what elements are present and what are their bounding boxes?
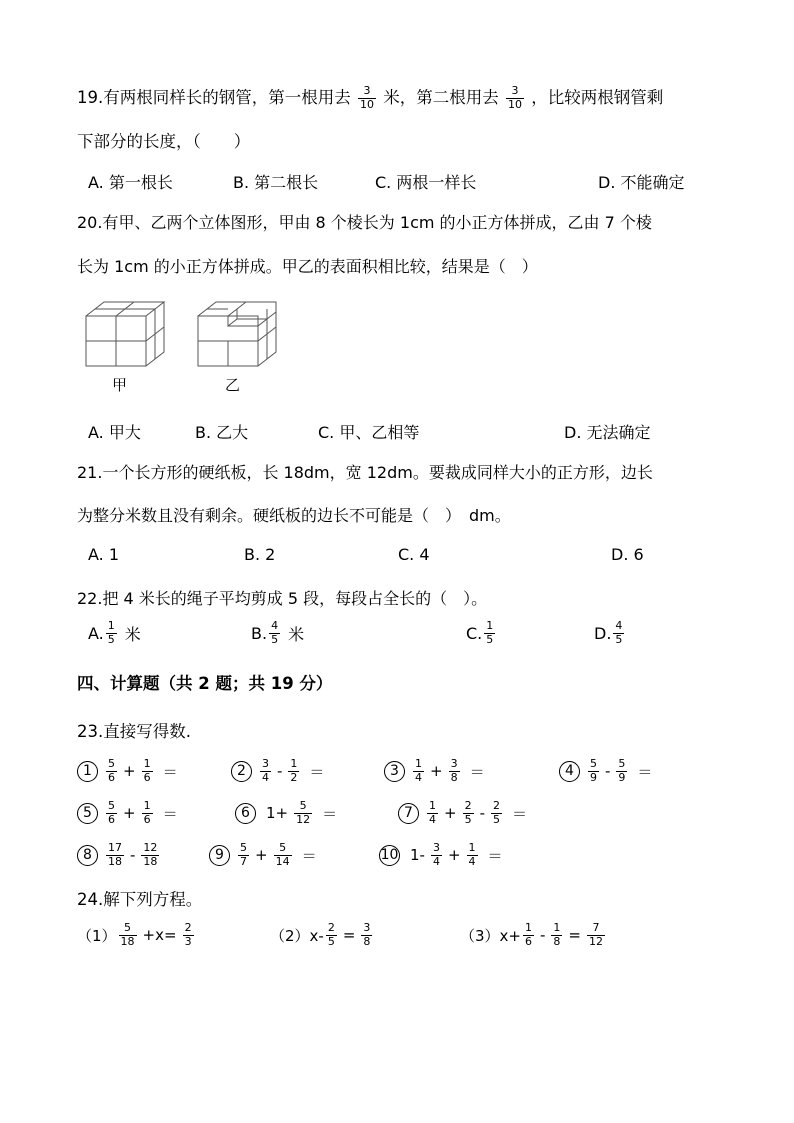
frac-numerator: 3: [432, 841, 440, 854]
operator: =: [342, 926, 356, 945]
frac-denominator: 6: [143, 770, 151, 784]
frac-denominator: 5: [327, 934, 335, 948]
operator: +: [447, 846, 461, 865]
frac-denominator: 18: [143, 854, 158, 868]
fraction: [616, 758, 627, 784]
frac-numerator: 1: [415, 757, 422, 770]
fraction: [106, 800, 117, 826]
q19-option-a: A. 第一根长: [88, 173, 173, 192]
fraction: [449, 758, 460, 784]
circled-number: 4: [559, 761, 580, 782]
q22-option-d: [594, 620, 626, 646]
fraction: [413, 758, 424, 784]
fraction: [142, 758, 153, 784]
figure-label-jia: 甲: [112, 376, 128, 394]
q22-option-a: [88, 620, 141, 646]
option-prefix: A.: [88, 623, 104, 643]
equals-sign: ＝: [637, 762, 653, 781]
operator: -: [540, 926, 546, 945]
frac-denominator: 5: [271, 632, 279, 646]
operator: +: [430, 762, 443, 781]
operator: -: [130, 846, 136, 865]
option-prefix: B.: [251, 623, 268, 643]
option-prefix: D.: [594, 623, 612, 643]
frac-numerator: 1: [486, 619, 494, 632]
frac-numerator: 1: [553, 921, 561, 934]
q24-title: 24.解下列方程。: [77, 890, 203, 909]
q23-item-1: [77, 758, 178, 784]
fraction: [463, 800, 474, 826]
fraction: [551, 922, 562, 948]
circled-number: 7: [398, 803, 419, 824]
q19-text-c: ，比较两根钢管剩: [531, 88, 664, 107]
operator: +x=: [142, 926, 177, 945]
frac-denominator: 5: [493, 812, 500, 826]
frac-denominator: 6: [143, 812, 151, 826]
operator: 1-: [410, 846, 425, 865]
q23-item-4: [559, 758, 652, 784]
fraction: [238, 842, 249, 868]
frac-denominator: 12: [296, 812, 311, 826]
frac-denominator: 18: [120, 934, 135, 948]
frac-denominator: 6: [108, 770, 115, 784]
q19-line1: [77, 84, 663, 112]
q21-option-a: A. 1: [88, 545, 120, 564]
q23-item-5: [77, 800, 178, 826]
operator: +: [123, 762, 136, 781]
frac-denominator: 9: [590, 770, 597, 784]
q21-line2: 为整分米数且没有剩余。硬纸板的边长不可能是（ ） dm。: [77, 506, 511, 525]
circled-number: 9: [209, 845, 230, 866]
circled-number: 10: [379, 845, 400, 866]
q23-item-2: [231, 758, 324, 784]
frac-numerator: 2: [327, 921, 335, 934]
q19-fraction-1: [358, 85, 376, 111]
fraction: [183, 922, 194, 948]
frac-numerator: 5: [240, 841, 247, 854]
fraction: [326, 922, 337, 948]
equals-sign: ＝: [162, 762, 178, 781]
q19-line2: 下部分的长度，（ ）: [77, 132, 251, 151]
frac-numerator: 1: [468, 841, 476, 854]
frac-denominator: 6: [108, 812, 115, 826]
cube-figures: [80, 298, 290, 370]
equation-label: （2）x-: [270, 926, 324, 945]
fraction: [613, 620, 624, 646]
equals-sign: ＝: [301, 846, 317, 865]
frac-numerator: 5: [124, 921, 132, 934]
fraction: [106, 758, 117, 784]
fraction: [427, 800, 438, 826]
q24-equation-3: [460, 922, 607, 948]
frac-numerator: 4: [271, 619, 279, 632]
operator: -: [277, 762, 283, 781]
figure-label-yi: 乙: [225, 376, 241, 394]
circled-number: 1: [77, 761, 98, 782]
figure-yi-cube: [198, 302, 276, 366]
q21-option-b: B. 2: [244, 545, 276, 564]
frac-numerator: 3: [262, 757, 269, 770]
q19-option-d: D. 不能确定: [598, 173, 685, 192]
frac-denominator: 12: [589, 934, 603, 948]
frac-denominator: 6: [525, 934, 532, 948]
fraction: [141, 842, 159, 868]
equals-sign: ＝: [309, 762, 325, 781]
fraction: [294, 800, 312, 826]
fraction: [142, 800, 153, 826]
circled-number: 5: [77, 803, 98, 824]
q19-option-c: C. 两根一样长: [375, 173, 477, 192]
fraction: [288, 758, 299, 784]
frac-numerator: 2: [464, 799, 472, 812]
fraction: [106, 842, 124, 868]
frac-numerator: 3: [511, 84, 519, 98]
fraction: [467, 842, 478, 868]
fraction: [274, 842, 292, 868]
option-unit: 米: [288, 624, 305, 644]
frac-denominator: 2: [290, 770, 298, 784]
frac-numerator: 5: [590, 757, 597, 770]
equals-sign: ＝: [162, 804, 178, 823]
frac-numerator: 1: [143, 799, 151, 812]
figure-jia-cube: [86, 302, 164, 366]
q20-line2: 长为 1cm 的小正方体拼成。甲乙的表面积相比较，结果是（ ）: [77, 257, 538, 276]
section-heading: 四、计算题（共 2 题；共 19 分）: [77, 674, 333, 693]
frac-denominator: 4: [429, 812, 436, 826]
frac-numerator: 7: [592, 921, 600, 934]
frac-denominator: 8: [553, 934, 561, 948]
fraction: [269, 620, 280, 646]
circled-number: 6: [235, 803, 256, 824]
equals-sign: ＝: [469, 762, 485, 781]
option-unit: 米: [124, 624, 141, 644]
frac-denominator: 5: [615, 632, 623, 646]
q20-option-b: B. 乙大: [195, 423, 249, 442]
frac-denominator: 4: [415, 770, 422, 784]
frac-numerator: 12: [143, 841, 158, 854]
frac-numerator: 1: [525, 921, 532, 934]
q23-item-3: [384, 758, 485, 784]
frac-numerator: 1: [107, 619, 115, 632]
circled-number: 8: [77, 845, 98, 866]
q23-title: 23.直接写得数.: [77, 722, 191, 741]
frac-numerator: 5: [618, 757, 626, 770]
q19-text-b: 米，第二根用去: [383, 88, 499, 107]
frac-denominator: 3: [184, 934, 192, 948]
operator: +: [255, 846, 268, 865]
q22-option-b: [251, 620, 304, 646]
equals-sign: ＝: [487, 846, 503, 865]
q20-line1: 20.有甲、乙两个立体图形，甲由 8 个棱长为 1cm 的小正方体拼成，乙由 7 个棱: [77, 213, 652, 232]
operator: -: [605, 762, 611, 781]
q23-item-9: [209, 842, 317, 868]
option-prefix: C.: [466, 623, 483, 643]
operator: =: [568, 926, 581, 945]
fraction: [523, 922, 534, 948]
fraction: [491, 800, 502, 826]
fraction: [431, 842, 442, 868]
fraction: [588, 758, 599, 784]
fraction: [260, 758, 271, 784]
q24-equation-2: [270, 922, 374, 948]
q20-option-d: D. 无法确定: [564, 423, 651, 442]
frac-numerator: 2: [493, 799, 500, 812]
q22-line1: 22.把 4 米长的绳子平均剪成 5 段，每段占全长的（ ）。: [77, 589, 488, 608]
frac-numerator: 3: [363, 921, 371, 934]
frac-numerator: 3: [450, 757, 458, 770]
frac-numerator: 1: [290, 757, 298, 770]
frac-denominator: 4: [468, 854, 476, 868]
q21-line1: 21.一个长方形的硬纸板，长 18dm，宽 12dm。要裁成同样大小的正方形，边长: [77, 463, 653, 482]
frac-numerator: 4: [615, 619, 623, 632]
frac-denominator: 10: [360, 98, 374, 111]
q19-text-a: 19.有两根同样长的钢管，第一根用去: [77, 88, 351, 107]
frac-denominator: 18: [108, 854, 122, 868]
frac-numerator: 5: [108, 799, 115, 812]
q23-item-8: [77, 842, 161, 868]
equation-label: （1）: [77, 926, 117, 945]
q23-item-10: [379, 842, 503, 868]
q21-option-c: C. 4: [398, 545, 430, 564]
frac-denominator: 8: [363, 934, 371, 948]
frac-numerator: 5: [279, 841, 287, 854]
frac-numerator: 2: [184, 921, 192, 934]
fraction: [484, 620, 495, 646]
frac-numerator: 5: [108, 757, 115, 770]
q23-item-6: [235, 800, 337, 826]
frac-numerator: 17: [108, 841, 122, 854]
frac-denominator: 14: [275, 854, 290, 868]
frac-numerator: 1: [429, 799, 436, 812]
frac-denominator: 9: [618, 770, 626, 784]
operator: +: [123, 804, 136, 823]
operator: -: [479, 804, 485, 823]
frac-denominator: 5: [464, 812, 472, 826]
operator: 1+: [266, 804, 289, 823]
circled-number: 2: [231, 761, 252, 782]
q19-fraction-2: [506, 85, 524, 111]
circled-number: 3: [384, 761, 405, 782]
frac-denominator: 4: [262, 770, 269, 784]
equation-label: （3）x+: [460, 926, 521, 945]
q20-option-a: A. 甲大: [88, 423, 141, 442]
q21-option-d: D. 6: [611, 545, 644, 564]
frac-denominator: 5: [486, 632, 494, 646]
frac-denominator: 7: [240, 854, 247, 868]
fraction: [587, 922, 605, 948]
q24-equation-1: [77, 922, 196, 948]
fraction: [361, 922, 372, 948]
equals-sign: ＝: [512, 804, 528, 823]
q22-option-c: [466, 620, 497, 646]
frac-denominator: 10: [508, 98, 522, 111]
frac-denominator: 5: [107, 632, 115, 646]
q19-option-b: B. 第二根长: [233, 173, 319, 192]
frac-denominator: 4: [432, 854, 440, 868]
frac-numerator: 3: [363, 84, 371, 98]
frac-numerator: 1: [143, 757, 151, 770]
frac-numerator: 5: [299, 799, 307, 812]
fraction: [106, 620, 117, 646]
equals-sign: ＝: [322, 804, 338, 823]
operator: +: [444, 804, 457, 823]
fraction: [119, 922, 137, 948]
frac-denominator: 8: [450, 770, 458, 784]
q23-item-7: [398, 800, 527, 826]
q20-option-c: C. 甲、乙相等: [318, 423, 420, 442]
